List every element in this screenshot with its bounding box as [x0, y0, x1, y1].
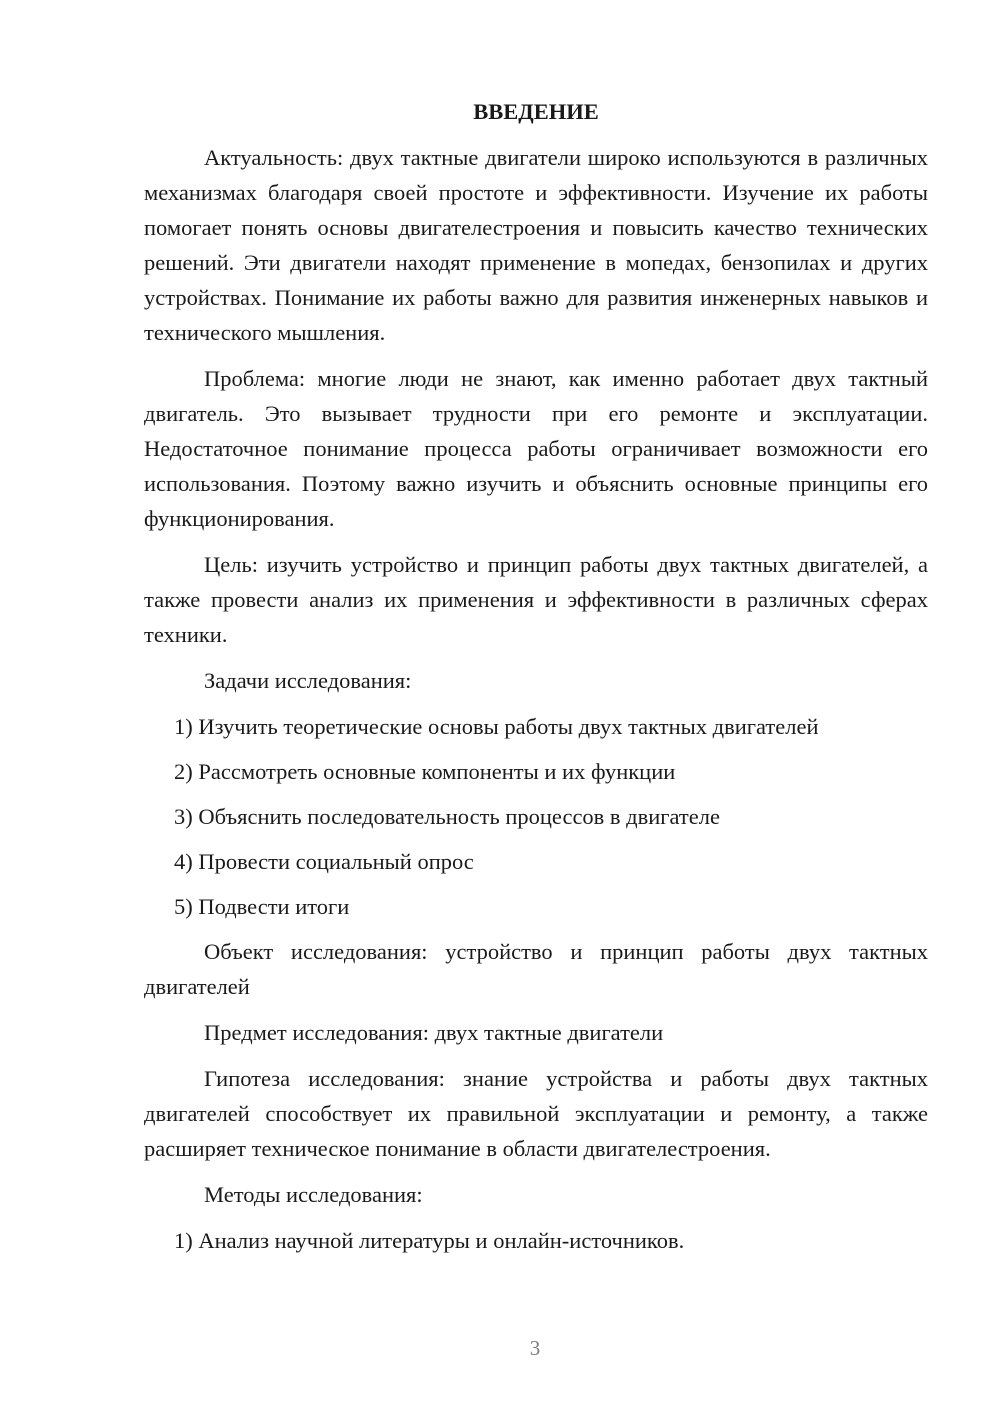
methods-title: Методы исследования:	[204, 1182, 423, 1207]
object-paragraph: Объект исследования: устройство и принцип работы двух тактных двигателей	[144, 939, 928, 999]
hypothesis-paragraph: Гипотеза исследования: знание устройства и работы двух тактных двигателей способствует их правильной эксплуатации и ремонту, а также расширяет техническое понимание в области двигателестроения.	[144, 1066, 928, 1161]
page-number: 3	[529, 1336, 541, 1360]
tasks-title: Задачи исследования:	[204, 668, 412, 693]
list-item: 2) Рассмотреть основные компоненты и их функции	[174, 759, 676, 784]
list-item: 4) Провести социальный опрос	[174, 849, 474, 874]
methods-list	[144, 1223, 928, 1268]
goal-paragraph: Цель: изучить устройство и принцип работы двух тактных двигателей, а также провести анализ их применения и эффективности в различных сферах техники.	[144, 552, 928, 647]
relevance-paragraph: Актуальность: двух тактные двигатели широко используются в различных механизмах благодаря своей простоте и эффективности. Изучение их работы помогает понять основы двигателестроения и повысить качество технических решений. Эти двигатели находят применение в мопедах, бензопилах и других устройствах. Понимание их работы важно для развития инженерных навыков и технического мышления.	[144, 145, 928, 345]
tasks-list	[144, 709, 928, 934]
list-item: 1) Анализ научной литературы и онлайн-источников.	[174, 1228, 685, 1253]
list-item: 5) Подвести итоги	[174, 894, 350, 919]
problem-paragraph: Проблема: многие люди не знают, как именно работает двух тактный двигатель. Это вызывает трудности при его ремонте и эксплуатации. Недостаточное понимание процесса работы ограничивает возможности его использования. Поэтому важно изучить и объяснить основные принципы его функционирования.	[144, 366, 928, 531]
list-item: 3) Объяснить последовательность процессов в двигателе	[174, 804, 720, 829]
list-item: 1) Изучить теоретические основы работы двух тактных двигателей	[174, 714, 819, 739]
section-heading: ВВЕДЕНИЕ	[473, 99, 599, 124]
subject-paragraph: Предмет исследования: двух тактные двигатели	[204, 1020, 664, 1045]
page-content	[144, 94, 928, 1268]
